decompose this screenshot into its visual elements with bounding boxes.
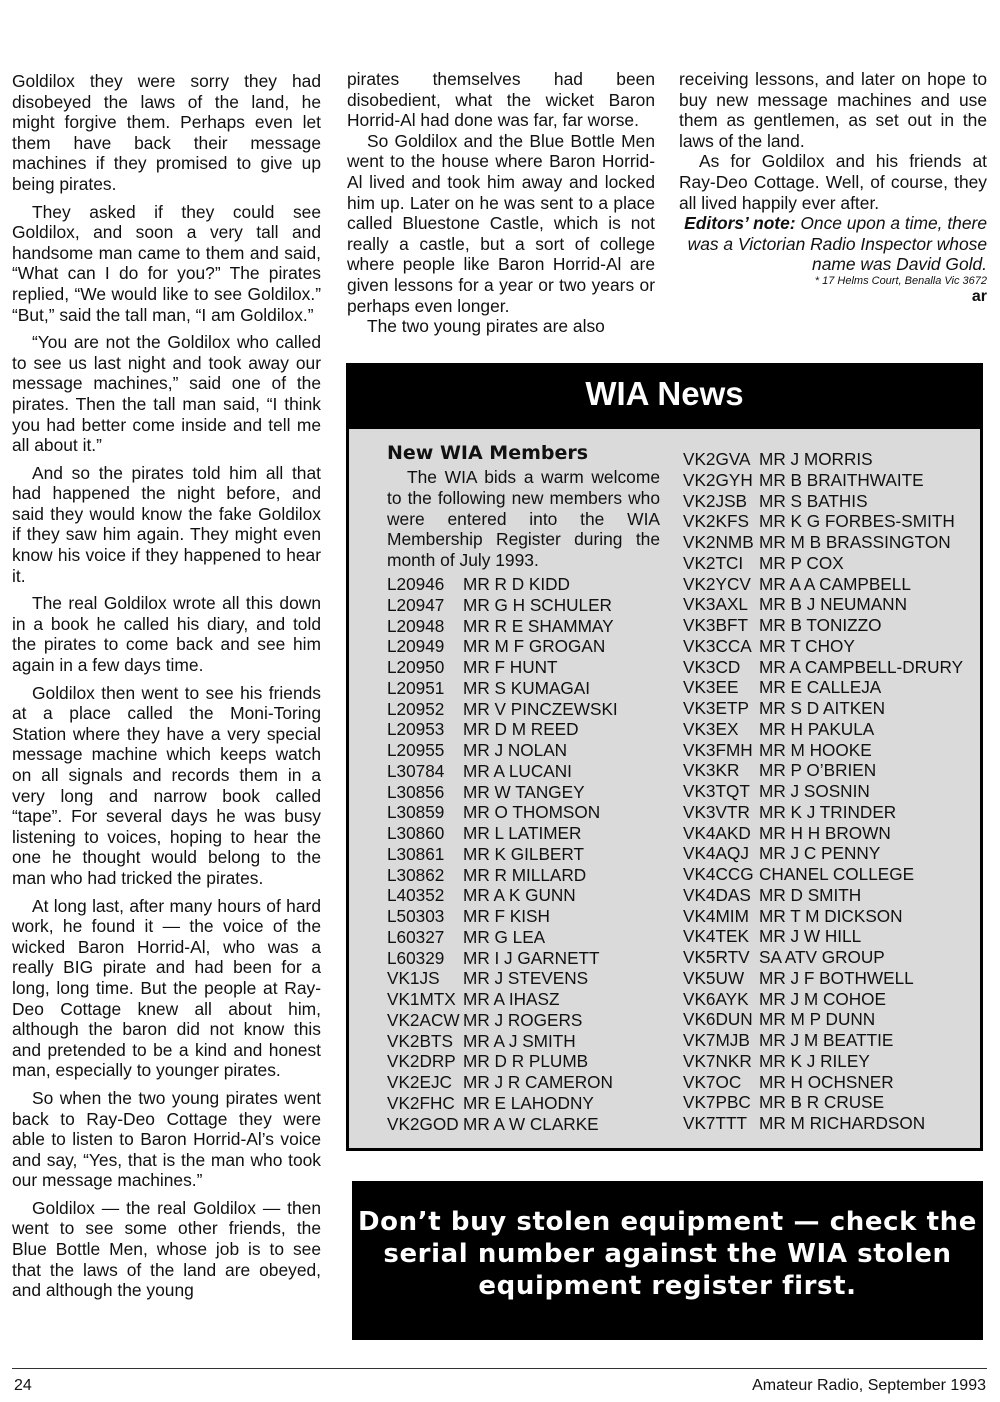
member-row [683, 449, 963, 470]
member-name: MR M P DUNN [759, 1009, 876, 1030]
member-name: MR T CHOY [759, 635, 855, 656]
member-row [683, 511, 963, 532]
member-callsign: VK3EX [683, 718, 739, 739]
member-name: MR F KISH [463, 906, 550, 926]
member-row [683, 719, 963, 740]
member-name: MR J STEVENS [463, 968, 589, 989]
article-paragraph: As for Goldilox and his friends at Ray-Deo Cottage. Well, of course, they all lived happily ever after. [679, 151, 987, 213]
member-row [683, 906, 963, 927]
member-callsign: VK3ETP [683, 698, 749, 718]
member-row [683, 491, 963, 512]
member-callsign: VK2JSB [683, 490, 748, 511]
member-callsign: VK6AYK [683, 988, 749, 1009]
member-callsign: L60327 [387, 926, 445, 947]
member-name: SA ATV GROUP [759, 947, 885, 967]
member-callsign: VK3TQT [683, 781, 750, 801]
member-row [387, 948, 618, 969]
member-row [387, 844, 618, 865]
member-name: MR A LUCANI [463, 760, 572, 781]
article-paragraph: Goldilox they were sorry they had disobeyed the laws of the land, he might forgive them. Perhaps even let them have back their message machines if they promised to give up being pirates. [12, 71, 321, 194]
member-name: MR J F BOTHWELL [759, 967, 914, 988]
member-row [683, 740, 963, 761]
member-row [683, 553, 963, 574]
member-callsign: L60329 [387, 947, 445, 968]
member-row [683, 926, 963, 947]
member-row [387, 989, 618, 1010]
article-paragraph: At long last, after many hours of hard work, he found it — the voice of the wicked Baron Horrid-Al, who was a really BIG pirate and had been for a long, long time. But the people at Ray-Deo Cottage knew all about him, although the baron did not know this and pretended to be a kind and honest man, especially to younger pirates. [12, 895, 321, 1081]
wia-news-title: WIA News [585, 375, 744, 412]
member-name: MR G H SCHULER [463, 594, 612, 615]
page-number: 24 [14, 1377, 32, 1394]
article-paragraph: receiving lessons, and later on hope to buy new message machines and use them as gentlemen, as set out in the laws of the land. [679, 69, 987, 151]
member-name: MR V PINCZEWSKI [463, 698, 618, 719]
member-name: MR J C PENNY [759, 843, 881, 864]
member-row [683, 823, 963, 844]
member-name: MR S KUMAGAI [463, 677, 591, 698]
member-name: MR L LATIMER [463, 823, 582, 843]
member-callsign: L30784 [387, 760, 445, 781]
member-callsign: L20948 [387, 615, 445, 636]
article-paragraph: The real Goldilox wrote all this down in a book he called his diary, and told the pirates to come back and see him again in a few days time. [12, 593, 321, 676]
member-row [387, 1031, 618, 1052]
member-callsign: L20949 [387, 636, 445, 657]
member-row [683, 760, 963, 781]
member-row [683, 1051, 963, 1072]
footer-publication: Amateur Radio, September 1993 [752, 1377, 986, 1394]
member-row [387, 657, 618, 678]
member-callsign: L30859 [387, 802, 445, 823]
member-row [683, 989, 963, 1010]
member-callsign: VK2GVA [683, 449, 751, 469]
stolen-equipment-notice [352, 1181, 983, 1340]
member-callsign: VK4AKD [683, 822, 751, 843]
member-name: MR B TONIZZO [759, 615, 882, 635]
member-name: MR P O’BRIEN [759, 760, 877, 781]
member-callsign: VK4MIM [683, 905, 749, 926]
member-row [683, 1113, 963, 1134]
member-name: MR T M DICKSON [759, 905, 903, 926]
article-paragraph: Goldilox then went to see his friends at a place called the Moni-Toring Station where they have a very special message machine which keeps watch on all signals and records them in a very long and narrow book called “tape”. For several days he was busy listening to voices, hoping to hear the one he thought would belong to the man who had tricked the pirates. [12, 682, 321, 888]
member-name: MR J ROGERS [463, 1009, 583, 1030]
member-callsign: L20950 [387, 657, 445, 677]
member-callsign: VK4CCG [683, 864, 754, 884]
member-row [387, 865, 618, 886]
member-callsign: VK5UW [683, 967, 745, 988]
member-callsign: VK4TEK [683, 926, 749, 947]
member-row [683, 947, 963, 968]
new-members-heading: New WIA Members [387, 442, 589, 464]
footer-rule [12, 1368, 987, 1369]
member-name: MR H H BROWN [759, 822, 891, 843]
member-callsign: L30862 [387, 864, 445, 885]
article-paragraph: “You are not the Goldilox who called to see us last night and took away our message machines,” said one of the pirates. Then the tall man said, “I think you had better come inside and tell me all about it.” [12, 332, 321, 456]
member-name: MR H PAKULA [759, 718, 875, 739]
member-name: MR R MILLARD [463, 864, 587, 885]
member-callsign: L30861 [387, 843, 445, 864]
member-callsign: L20946 [387, 574, 445, 594]
member-callsign: VK3BFT [683, 615, 748, 635]
member-callsign: VK6DUN [683, 1009, 753, 1030]
member-row [683, 781, 963, 802]
member-callsign: L20953 [387, 719, 445, 740]
member-callsign: VK2KFS [683, 511, 749, 532]
member-callsign: VK2NMB [683, 532, 754, 552]
member-callsign: VK7PBC [683, 1092, 751, 1113]
member-row [387, 761, 618, 782]
member-callsign: VK1MTX [387, 989, 456, 1009]
article-paragraph: So Goldilox and the Blue Bottle Men went to the house where Baron Horrid-Al lived and took him away and locked him up. Later on he was sent to a place called Bluestone Castle, which is not really a castle, but a sort of college where people like Baron Horrid-Al are given lessons for a year or two years or perhaps even longer. [347, 130, 655, 316]
member-row [387, 885, 618, 906]
member-row [387, 574, 618, 595]
member-row [387, 802, 618, 823]
stolen-equipment-text: Don’t buy stolen equipment — check the serial number against the WIA stolen equipment register first. [357, 1207, 978, 1301]
member-callsign: VK3VTR [683, 801, 750, 822]
member-row [387, 699, 618, 720]
member-row [683, 1092, 963, 1113]
member-name: MR J W HILL [759, 926, 862, 947]
member-callsign: VK3EE [683, 677, 739, 698]
member-row [683, 1030, 963, 1051]
member-row [387, 616, 618, 637]
member-name: MR J R CAMERON [463, 1072, 613, 1092]
wia-news-panel [349, 429, 980, 1148]
member-row [683, 677, 963, 698]
member-row [387, 968, 618, 989]
member-row [387, 823, 618, 844]
member-row [387, 782, 618, 803]
members-list-left [387, 574, 618, 1134]
member-row [387, 740, 618, 761]
member-name: MR E LAHODNY [463, 1092, 594, 1113]
member-name: MR S D AITKEN [759, 698, 886, 718]
member-name: MR F HUNT [463, 657, 558, 677]
member-name: MR K J TRINDER [759, 801, 897, 822]
member-row [387, 595, 618, 616]
member-name: MR B BRAITHWAITE [759, 469, 924, 490]
member-row [387, 1072, 618, 1093]
member-row [683, 615, 963, 636]
member-row [683, 968, 963, 989]
member-row [387, 719, 618, 740]
member-name: MR J MORRIS [759, 449, 873, 469]
member-name: MR D SMITH [759, 884, 862, 905]
member-callsign: L30860 [387, 823, 445, 843]
article-column-1 [12, 71, 321, 1301]
wia-news-box [346, 363, 983, 1151]
member-callsign: L20952 [387, 698, 445, 719]
member-row [683, 574, 963, 595]
member-row [387, 927, 618, 948]
member-callsign: VK2GYH [683, 469, 753, 490]
member-callsign: VK7NKR [683, 1050, 752, 1071]
member-callsign: VK7MJB [683, 1030, 750, 1050]
article-column-3 [679, 69, 987, 306]
member-callsign: VK2DRP [387, 1051, 456, 1072]
member-callsign: VK5RTV [683, 947, 750, 967]
member-row [683, 843, 963, 864]
member-row [683, 802, 963, 823]
member-name: MR B J NEUMANN [759, 594, 908, 615]
article-column-3-paragraphs [679, 69, 987, 213]
member-name: MR R E SHAMMAY [463, 615, 614, 636]
member-name: MR A K GUNN [463, 885, 576, 906]
member-name: MR D R PLUMB [463, 1051, 589, 1072]
member-callsign: L20947 [387, 594, 445, 615]
member-callsign: L20951 [387, 677, 445, 698]
member-callsign: VK2FHC [387, 1092, 455, 1113]
member-row [683, 636, 963, 657]
member-name: MR A A CAMPBELL [759, 573, 911, 594]
member-row [387, 1051, 618, 1072]
member-callsign: VK4AQJ [683, 843, 749, 864]
member-name: MR H OCHSNER [759, 1071, 894, 1092]
member-name: MR R D KIDD [463, 574, 570, 594]
member-name: MR M RICHARDSON [759, 1113, 926, 1133]
member-name: MR A J SMITH [463, 1030, 576, 1051]
member-name: MR M B BRASSINGTON [759, 532, 951, 552]
member-callsign: VK2GOD [387, 1113, 459, 1134]
member-callsign: VK3AXL [683, 594, 748, 615]
member-callsign: VK2TCI [683, 552, 744, 573]
member-name: MR J SOSNIN [759, 781, 870, 801]
member-name: MR K GILBERT [463, 843, 584, 864]
member-callsign: VK3KR [683, 760, 740, 781]
member-name: MR I J GARNETT [463, 947, 600, 968]
article-paragraph: They asked if they could see Goldilox, and soon a very tall and handsome man came to them and said, “What can I do for you?” The pirates replied, “We would like to see Goldilox.” “But,” said the tall man, “I am Goldilox.” [12, 201, 321, 325]
member-row [387, 906, 618, 927]
member-callsign: L40352 [387, 885, 445, 906]
member-callsign: VK4DAS [683, 884, 751, 905]
member-name: MR A CAMPBELL-DRURY [759, 656, 964, 677]
member-callsign: VK7TTT [683, 1113, 747, 1133]
member-name: MR M HOOKE [759, 739, 872, 760]
editors-note-label: Editors’ note: [684, 213, 796, 234]
member-row [387, 678, 618, 699]
member-row [683, 885, 963, 906]
member-name: MR G LEA [463, 926, 546, 947]
member-name: MR B R CRUSE [759, 1092, 885, 1113]
member-name: MR M F GROGAN [463, 636, 606, 657]
member-name: MR A W CLARKE [463, 1113, 599, 1134]
member-name: MR J M COHOE [759, 988, 886, 1009]
member-callsign: L50303 [387, 906, 445, 926]
member-name: MR S BATHIS [759, 490, 868, 511]
member-row [683, 470, 963, 491]
member-name: MR E CALLEJA [759, 677, 882, 698]
member-row [387, 636, 618, 657]
member-callsign: VK3FMH [683, 739, 753, 760]
member-callsign: VK2EJC [387, 1072, 452, 1092]
member-name: MR K G FORBES-SMITH [759, 511, 955, 532]
member-row [683, 698, 963, 719]
member-row [683, 864, 963, 885]
member-row [683, 1009, 963, 1030]
end-mark: ar [971, 287, 987, 305]
member-callsign: VK1JS [387, 968, 440, 989]
member-callsign: VK2BTS [387, 1030, 453, 1051]
article-paragraph: Goldilox — the real Goldilox — then went to see some other friends, the Blue Bottle Men, whose job is to see that the laws of the land are obeyed, and although the young [12, 1197, 321, 1301]
member-callsign: VK3CCA [683, 635, 752, 656]
member-callsign: VK7OC [683, 1071, 742, 1092]
member-name: MR K J RILEY [759, 1050, 870, 1071]
member-name: MR D M REED [463, 719, 579, 740]
member-row [683, 594, 963, 615]
member-row [683, 657, 963, 678]
article-paragraph: So when the two young pirates went back to Ray-Deo Cottage they were able to listen to Baron Horrid-Al’s voice and say, “Yes, that is the man who took our message machines.” [12, 1087, 321, 1191]
member-row [387, 1114, 618, 1135]
member-row [387, 1093, 618, 1114]
member-name: MR P COX [759, 552, 844, 573]
member-callsign: L20955 [387, 740, 445, 760]
member-name: MR O THOMSON [463, 802, 601, 823]
member-name: MR J M BEATTIE [759, 1030, 894, 1050]
member-callsign: VK3CD [683, 656, 741, 677]
member-callsign: VK2YCV [683, 573, 751, 594]
member-name: MR J NOLAN [463, 740, 568, 760]
member-name: MR W TANGEY [463, 781, 585, 802]
member-callsign: VK2ACW [387, 1009, 460, 1030]
article-paragraph: The two young pirates are also [367, 316, 605, 337]
new-members-intro: The WIA bids a warm welcome to the following new members who were entered into the WIA Membership Register during the month of July 1993. [387, 467, 660, 571]
member-row [683, 532, 963, 553]
author-address: * 17 Helms Court, Benalla Vic 3672 [814, 274, 987, 287]
editors-note-text: Once upon a time, there was a Victorian Radio Inspector whose name was David Gold. [687, 213, 987, 275]
member-name: MR A IHASZ [463, 989, 560, 1009]
member-row [683, 1072, 963, 1093]
article-paragraph: And so the pirates told him all that had happened the night before, and said they would know the fake Goldilox if they saw him again. They might even know his voice if they happened to hear it. [12, 462, 321, 586]
members-list-right [683, 449, 963, 1134]
member-row [387, 1010, 618, 1031]
article-column-2 [347, 69, 655, 337]
article-paragraph: pirates themselves had been disobedient, what the wicket Baron Horrid-Al had done was far, far worse. [347, 69, 655, 131]
member-callsign: L30856 [387, 781, 445, 802]
editors-note [679, 213, 987, 275]
member-name: CHANEL COLLEGE [759, 864, 915, 884]
